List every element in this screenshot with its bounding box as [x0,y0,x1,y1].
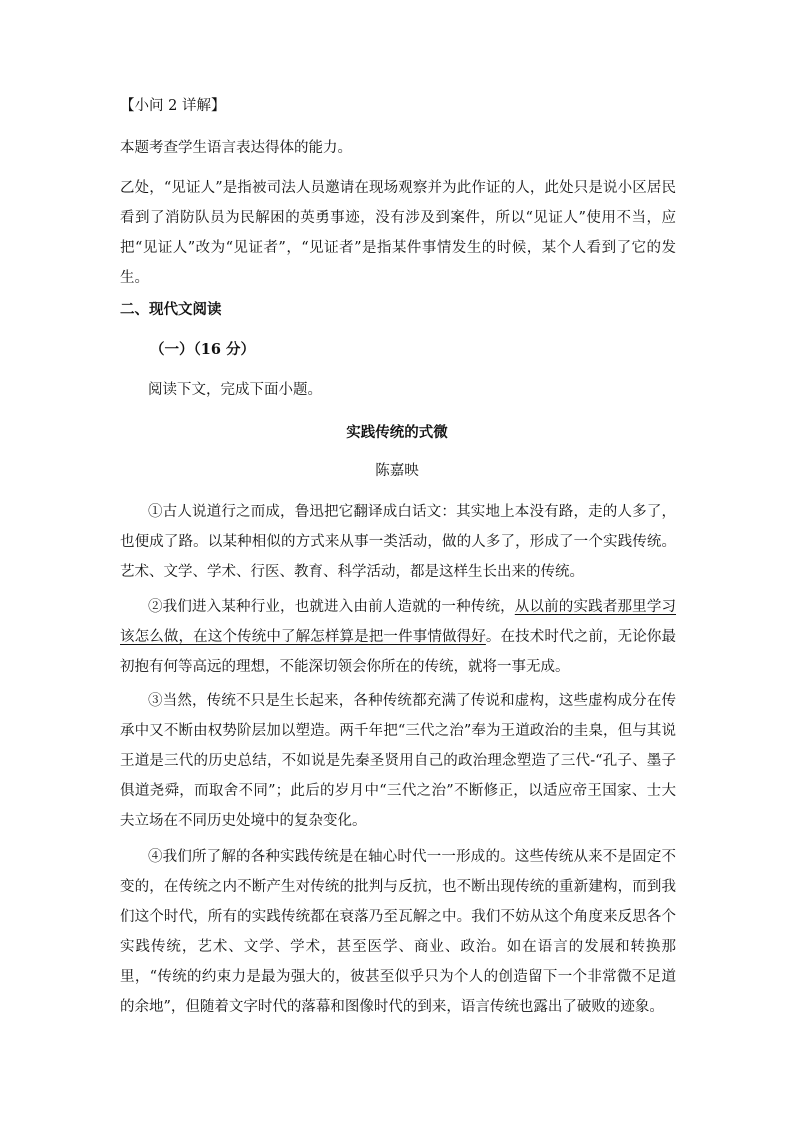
reading-instruction: 阅读下文，完成下面小题。 [148,382,322,398]
article-title: 实践传统的式微 [346,424,448,441]
subsection-heading: （一）（16 分） [150,341,255,358]
q2-intro: 本题考查学生语言表达得体的能力。 [120,140,352,156]
paragraph-2-text-after: 。在技术时代之前，无论你最初抱有何等高远的理想，不能深切领会你所在的传统，就将一事无成。 [120,629,677,675]
article-paragraph-1: ①古人说道行之而成，鲁迅把它翻译成白话文：其实地上本没有路，走的人多了，也便成了路。以某种相似的方式来从事一类活动，做的人多了，形成了一个实践传统。艺术、文学、学术、行医、教育、科学活动，都是这样生长出来的传统。 [120,504,676,580]
article-author: 陈嘉映 [375,463,419,479]
q2-analysis: 乙处，“见证人”是指被司法人员邀请在现场观察并为此作证的人，此处只是说小区居民看到了消防队员为民解困的英勇事迹，没有涉及到案件，所以“见证人”使用不当，应把“见证人”改为“见证者”，“见证者”是指某件事情发生的时候，某个人看到了它的发生。 [120,180,676,286]
paragraph-2-text-before: ②我们进入某种行业，也就进入由前人造就的一种传统， [148,599,515,615]
article-paragraph-4: ④我们所了解的各种实践传统是在轴心时代一一形成的。这些传统从来不是固定不变的，在传统之内不断产生对传统的批判与反抗，也不断出现传统的重新建构，而到我们这个时代，所有的实践传统都在衰落乃至瓦解之中。我们不妨从这个角度来反思各个实践传统，艺术、文学、学术，甚至医学、商业、政治。如在语言的发展和转换那里，“传统的约束力是最为强大的，彼甚至似乎只为个人的创造留下一个非常微不足道的余地”，但随着文字时代的落幕和图像时代的到来，语言传统也露出了破败的迹象。 [120,849,676,1015]
article-paragraph-2 [120,592,676,682]
article-paragraph-3: ③当然，传统不只是生长起来，各种传统都充满了传说和虚构，这些虚构成分在传承中又不断由权势阶层加以塑造。两千年把“三代之治”奉为王道政治的圭臬，但与其说王道是三代的历史总结，不如说是先秦圣贤用自己的政治理念塑造了三代-“孔子、墨子俱道尧舜，而取舍不同”；此后的岁月中“三代之治”不断修正，以适应帝王国家、士大夫立场在不同历史处境中的复杂变化。 [120,693,676,829]
paragraph-2-underlined-text: 从以前的实践者那里学习该怎么做，在这个传统中了解怎样算是把一件事情做得好 [120,599,677,645]
q2-heading: 【小问 2 详解】 [120,98,226,114]
section-heading: 二、现代文阅读 [120,301,222,318]
